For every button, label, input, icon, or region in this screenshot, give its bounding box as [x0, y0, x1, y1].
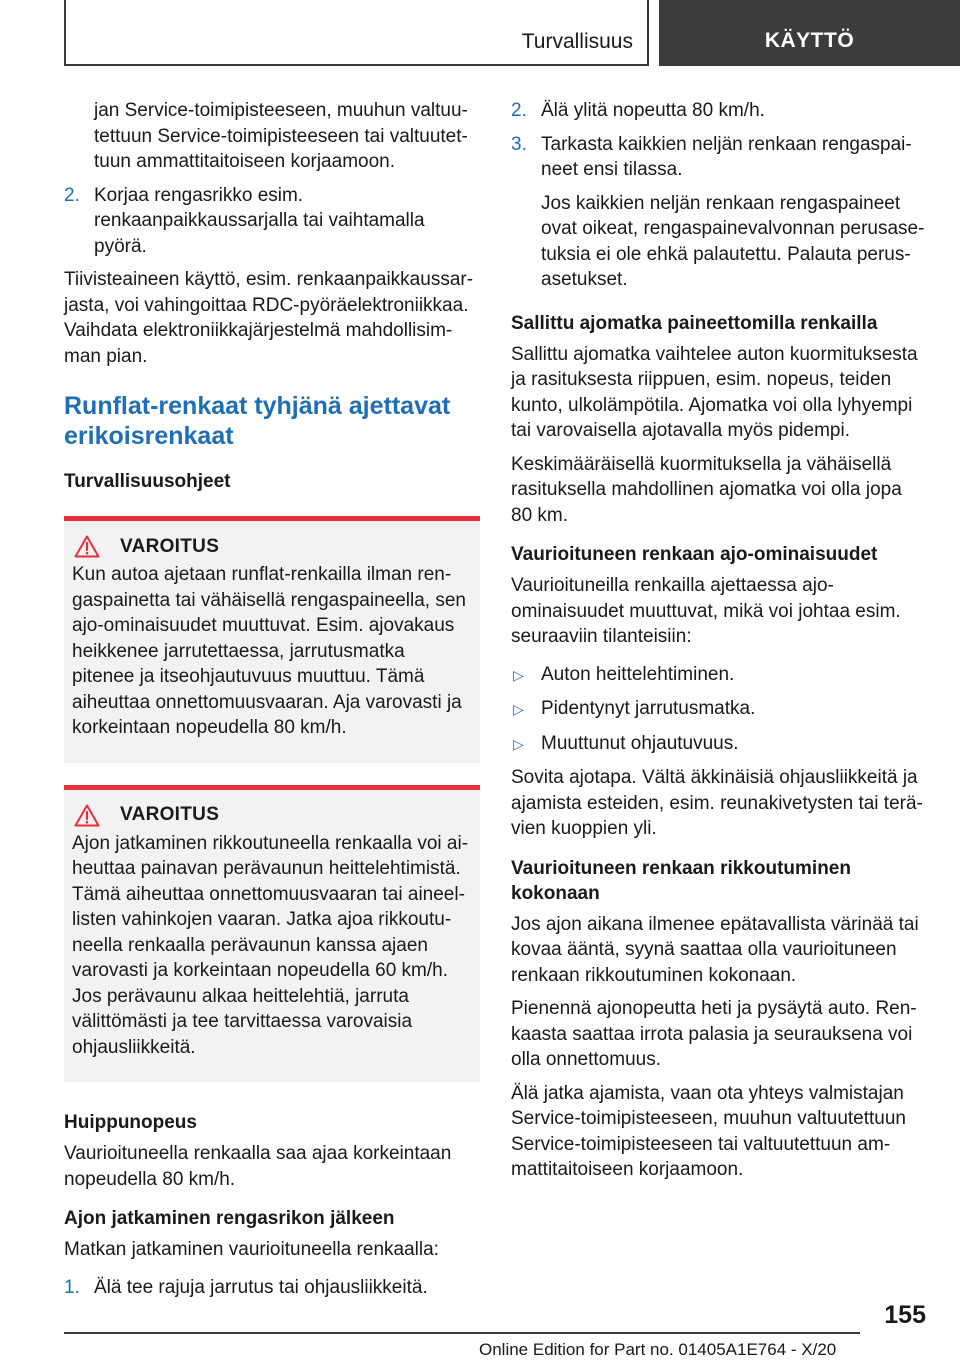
- step-number: 2.: [511, 100, 527, 121]
- warning-box: [64, 516, 480, 763]
- list-item: [64, 183, 480, 260]
- triangle-right-icon: ▷: [513, 701, 524, 717]
- warning-text: Ajon jatkaminen rikkoutuneella renkaalla voi aiheuttaa painavan perävaunun heittelehtimistä. Tämä aiheuttaa onnettomuusvaaran tai aineellisten vahinkojen vaaran. Jatka ajoa rikkoutuneella renkaalla perävaunun kanssa ajaen varovasti ja korkeintaan nopeudella 60 km/h. Jos perävaunu alkaa heittelehtiä, jarruta välittömästi ja tee tarvittaessa varovaisia ohjausliikkeitä.: [72, 832, 469, 1058]
- step-number: 1.: [64, 1276, 80, 1298]
- triangle-right-icon: ▷: [513, 735, 524, 752]
- bullet-text: Muuttunut ohjautuvuus.: [541, 732, 739, 754]
- bullet-text: Pidentynyt jarrutusmatka.: [541, 698, 756, 719]
- failure-paragraph: Jos ajon aikana ilmenee epätavallista värinää tai kovaa ääntä, syynä saattaa olla vaurioituneen renkaan rikkoutuminen kokonaan.: [511, 913, 919, 986]
- handling-heading: Vaurioituneen renkaan ajo-ominaisuudet: [511, 544, 878, 565]
- step-number: 2.: [64, 184, 80, 206]
- warning-triangle-icon: [74, 804, 114, 827]
- warning-title: VAROITUS: [120, 804, 220, 825]
- page-number: 155: [884, 1301, 926, 1329]
- right-column: [511, 98, 926, 1191]
- footer-rule: [64, 1332, 860, 1334]
- header-rule-right: [647, 0, 649, 66]
- top-speed-text: Vaurioituneella renkaalla saa ajaa korkeintaan nopeudella 80 km/h.: [64, 1143, 452, 1190]
- range-paragraph: Keskimääräisellä kuormituksella ja vähäisellä rasituksella mahdollinen ajomatka voi olla jopa 80 km.: [511, 453, 902, 526]
- driving-text: Sovita ajotapa. Vältä äkkinäisiä ohjausliikkeitä ja ajamista esteiden, esim. reunakivetysten tai terävien kuoppien yli.: [511, 767, 923, 839]
- list-item: [64, 1275, 480, 1301]
- warning-header: [72, 804, 472, 827]
- warning-box: [64, 785, 480, 1083]
- failure-paragraph: Älä jatka ajamista, vaan ota yhteys valmistajan Service-toimipisteeseen, muuhun valtuutettuun Service-toimipisteeseen tai valtuutettuun ammattitaitoiseen korjaamoon.: [511, 1082, 907, 1180]
- list-item: [511, 662, 926, 688]
- bullet-text: Auton heittelehtiminen.: [541, 663, 735, 685]
- failure-paragraph: Pienennä ajonopeutta heti ja pysäytä auto. Renkaasta saattaa irrota palasia ja seurauksena voi olla onnettomuus.: [511, 998, 917, 1070]
- list-item: [511, 98, 926, 124]
- continued-step-text: jan Service-toimipisteeseen, muuhun valtuutettuun Service-toimipisteeseen tai valtuutettuun ammattitaitoiseen korjaamoon.: [94, 100, 468, 172]
- failure-heading: Vaurioituneen renkaan rikkoutuminen kokonaan: [511, 857, 851, 904]
- step-number: 3.: [511, 133, 527, 155]
- triangle-right-icon: ▷: [513, 666, 524, 683]
- section-title: Runflat-renkaat tyhjänä ajettavat erikoisrenkaat: [64, 392, 451, 450]
- continue-heading: Ajon jatkaminen rengasrikon jälkeen: [64, 1208, 395, 1229]
- handling-text: Vaurioituneilla renkailla ajettaessa ajo-ominaisuudet muuttuvat, mikä voi johtaa esim. seuraaviin tilanteisiin:: [511, 575, 901, 647]
- warning-triangle-icon: [74, 535, 114, 558]
- header-chapter-tab: KÄYTTÖ: [659, 0, 960, 66]
- step-note: Jos kaikkien neljän renkaan rengaspaineet ovat oikeat, rengaspainevalvonnan perusasetuksia ei ole ehkä palautettu. Palauta perusasetukset.: [541, 192, 925, 290]
- warning-header: [72, 535, 472, 558]
- warning-title: VAROITUS: [120, 535, 220, 557]
- warning-text: Kun autoa ajetaan runflat-renkailla ilman rengaspainetta tai vähäisellä rengaspaineella, sen ajo-ominaisuudet muuttuvat. Esim. ajovakaus heikkenee jarrutettaessa, jarrutusmatka pitenee ja itseohjautuvuus muuttuu. Tämä aiheuttaa onnettomuusvaaran. Aja varovasti ja korkeintaan nopeudella 80 km/h.: [72, 564, 466, 738]
- continue-text: Matkan jatkaminen vaurioituneella renkaalla:: [64, 1239, 439, 1260]
- left-column: [64, 98, 480, 1308]
- range-heading: Sallittu ajomatka paineettomilla renkailla: [511, 312, 878, 334]
- safety-heading: Turvallisuusohjeet: [64, 471, 231, 492]
- list-item: [511, 696, 926, 722]
- list-item: [511, 731, 926, 757]
- step-text: Korjaa rengasrikko esim. renkaanpaikkaussarjalla tai vaihtamalla pyörä.: [94, 184, 425, 257]
- header-rule: [64, 64, 649, 66]
- step-text: Tarkasta kaikkien neljän renkaan rengaspaineet ensi tilassa.: [541, 133, 912, 180]
- step-text: Älä ylitä nopeutta 80 km/h.: [541, 100, 765, 121]
- header-section-title: Turvallisuus: [521, 30, 633, 53]
- list-item: [511, 132, 926, 183]
- sealant-paragraph: Tiivisteaineen käyttö, esim. renkaanpaikkaussarjasta, voi vahingoittaa RDC-pyöräelektroniikkaa. Vaihdata elektroniikkajärjestelmä mahdollisimman pian.: [64, 269, 474, 367]
- top-speed-heading: Huippunopeus: [64, 1112, 197, 1133]
- footer-edition: Online Edition for Part no. 01405A1E764 - X/20: [479, 1340, 837, 1359]
- range-paragraph: Sallittu ajomatka vaihtelee auton kuormituksesta ja rasituksesta riippuen, esim. nopeus, teiden kunto, ulkolämpötila. Ajomatka voi olla lyhyempi tai varovaisella ajotavalla myös pidempi.: [511, 343, 918, 441]
- step-text: Älä tee rajuja jarrutus tai ohjausliikkeitä.: [94, 1276, 428, 1298]
